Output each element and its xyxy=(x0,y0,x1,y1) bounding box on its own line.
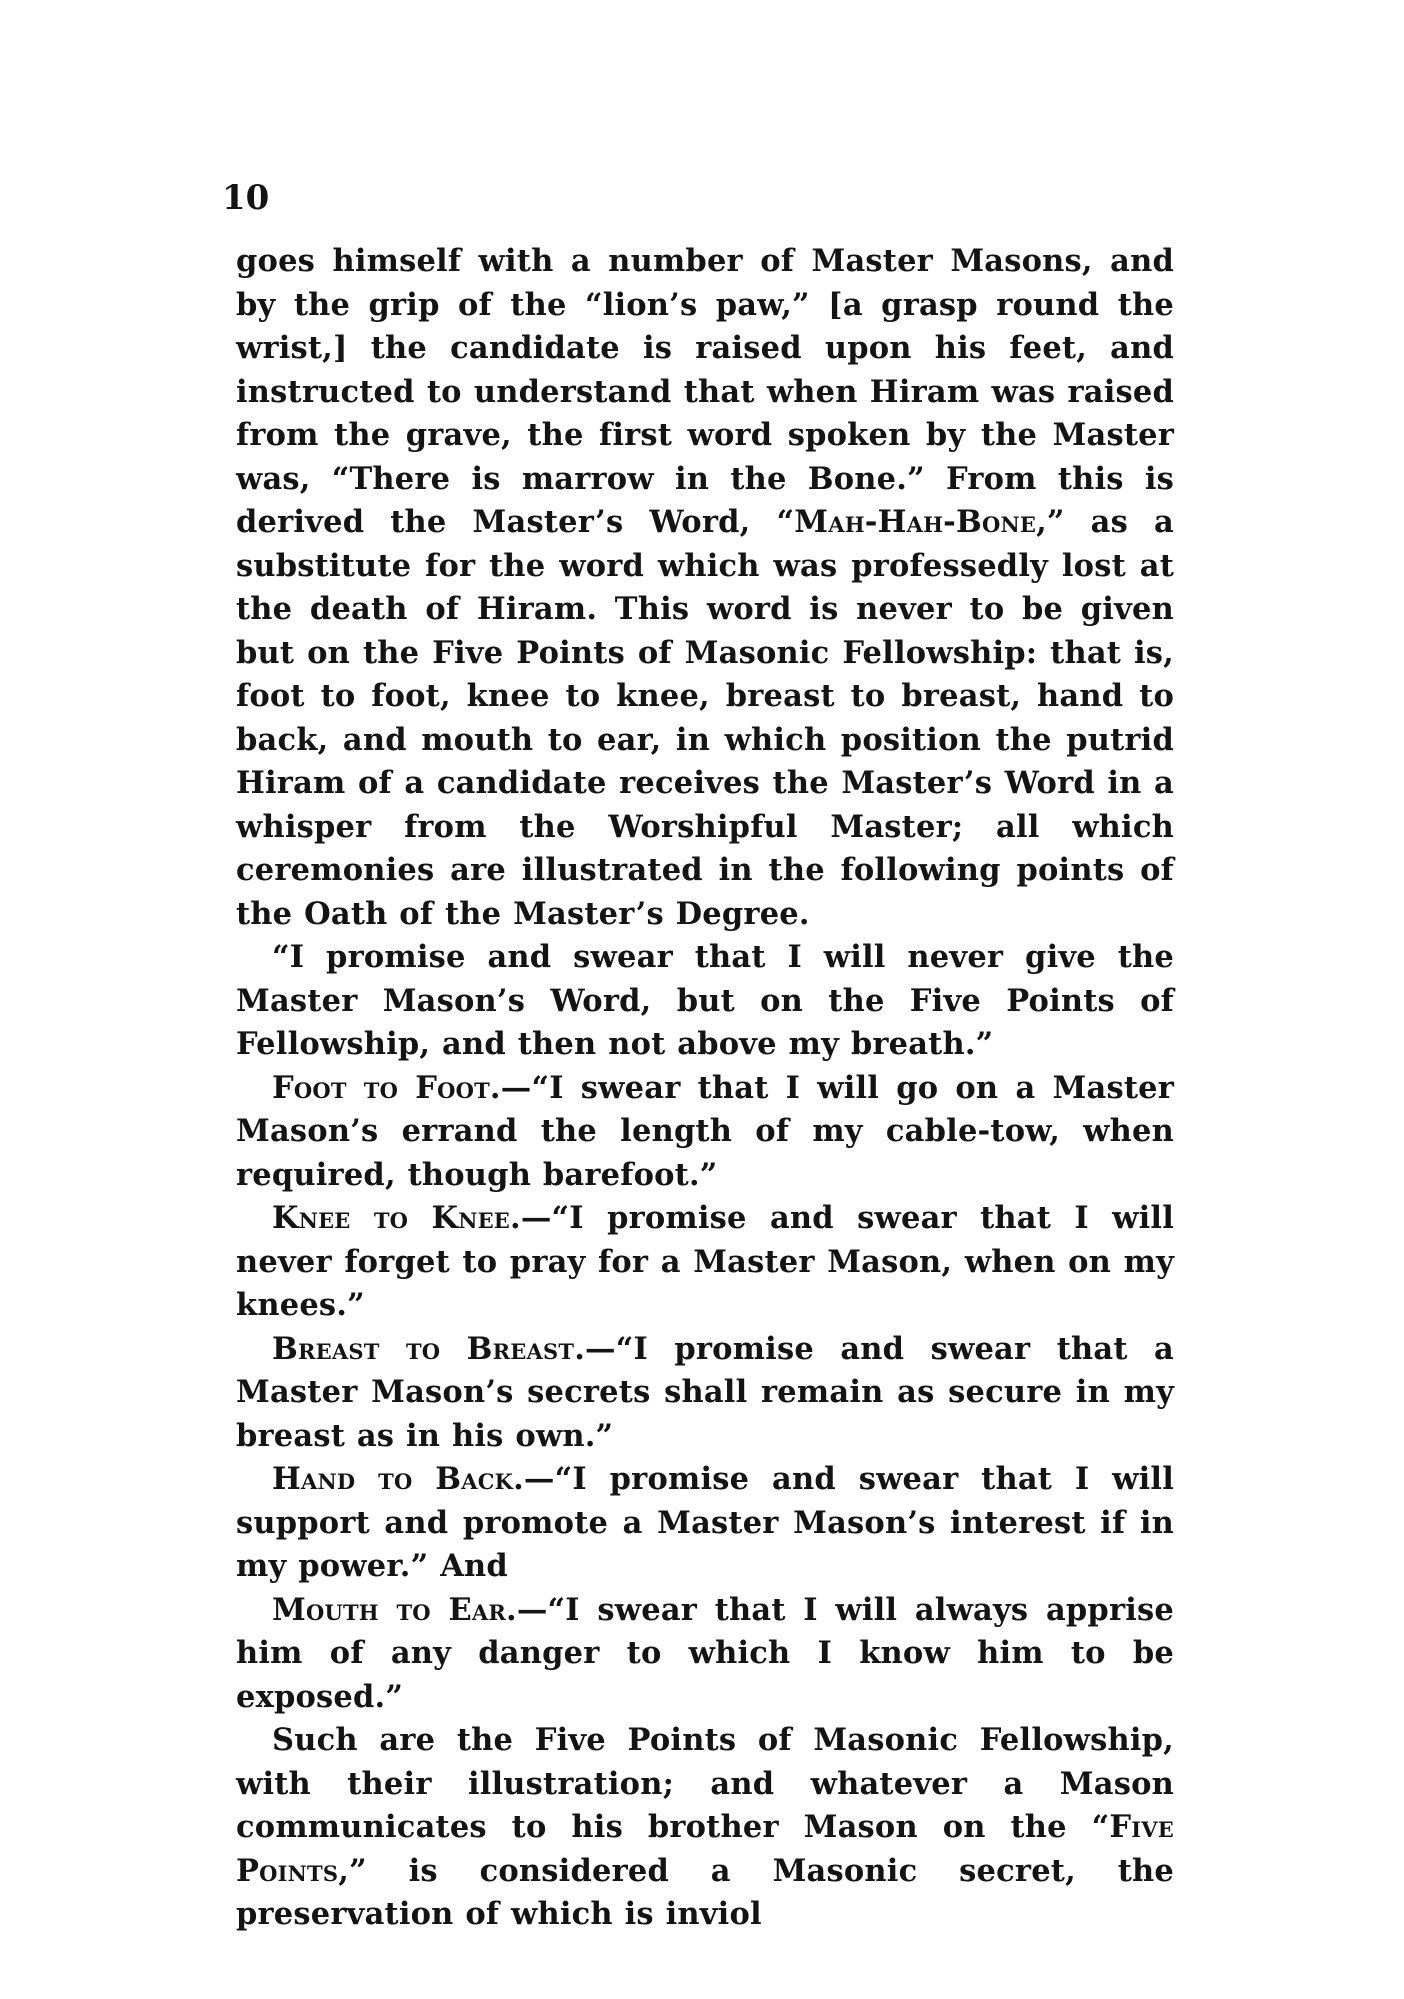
paragraph xyxy=(236,1067,1174,1198)
paragraph-text: ,” is considered a Masonic secret, the preservation of which is inviol xyxy=(236,1852,1174,1932)
paragraph-text: —“I promise and swear that I will support and promote a Master Mason’s interest if in my power.” And xyxy=(236,1461,1174,1584)
small-caps-heading: Five Points xyxy=(236,1809,1174,1889)
small-caps-heading: Hand to Back. xyxy=(272,1461,524,1497)
small-caps-heading: Mah-Hah-Bone xyxy=(794,504,1037,540)
body-text xyxy=(236,240,1174,1937)
paragraph xyxy=(236,1197,1174,1328)
paragraph-text: —“I swear that I will always apprise him of any danger to which I know him to be exposed.” xyxy=(236,1591,1174,1715)
small-caps-heading: Knee to Knee. xyxy=(272,1200,521,1236)
small-caps-heading: Mouth to Ear. xyxy=(272,1591,517,1628)
paragraph-text: goes himself with a number of Master Masons, and by the grip of the “lion’s paw,” [a grasp round the wrist,] the candidate is raised upon his feet, and instructed to understand that when Hiram was raised from the grave, the first word spoken by the Master was, “There is marrow in the Bone.” From this is derived the Master’s Word, “ xyxy=(236,243,1174,540)
paragraph-text: Such are the Five Points of Masonic Fellowship, with their illustration; and whatever a Mason communicates to his brother Mason on the “ xyxy=(236,1722,1174,1845)
paragraph-text: —“I swear that I will go on a Master Mason’s errand the length of my cable-tow, when required, though barefoot.” xyxy=(236,1069,1175,1193)
paragraph xyxy=(236,1328,1174,1459)
paragraph-text: —“I promise and swear that I will never forget to pray for a Master Mason, when on my knees.” xyxy=(236,1200,1174,1323)
small-caps-heading: Foot to Foot. xyxy=(272,1069,501,1106)
small-caps-heading: Breast to Breast. xyxy=(272,1330,586,1367)
page-number: 10 xyxy=(222,178,270,218)
paragraph-text: —“I promise and swear that a Master Mason’s secrets shall remain as secure in my breast as in his own.” xyxy=(236,1330,1175,1454)
paragraph xyxy=(236,1589,1174,1720)
paragraph-text: ,” as a substitute for the word which was professedly lost at the death of Hiram. This word is never to be given but on the Five Points of Masonic Fellowship: that is, foot to foot, knee to knee, breast to breast, hand to back, and mouth to ear, in which position the putrid Hiram of a candidate receives the Master’s Word in a whisper from the Worshipful Master; all which ceremonies are illustrated in the following points of the Oath of the Master’s Degree. xyxy=(236,504,1174,932)
paragraph-text: “I promise and swear that I will never give the Master Mason’s Word, but on the Five Points of Fellowship, and then not above my breath.” xyxy=(236,939,1174,1062)
paragraph xyxy=(236,1458,1174,1589)
paragraph xyxy=(236,1719,1174,1937)
paragraph xyxy=(236,240,1174,936)
paragraph xyxy=(236,936,1174,1067)
